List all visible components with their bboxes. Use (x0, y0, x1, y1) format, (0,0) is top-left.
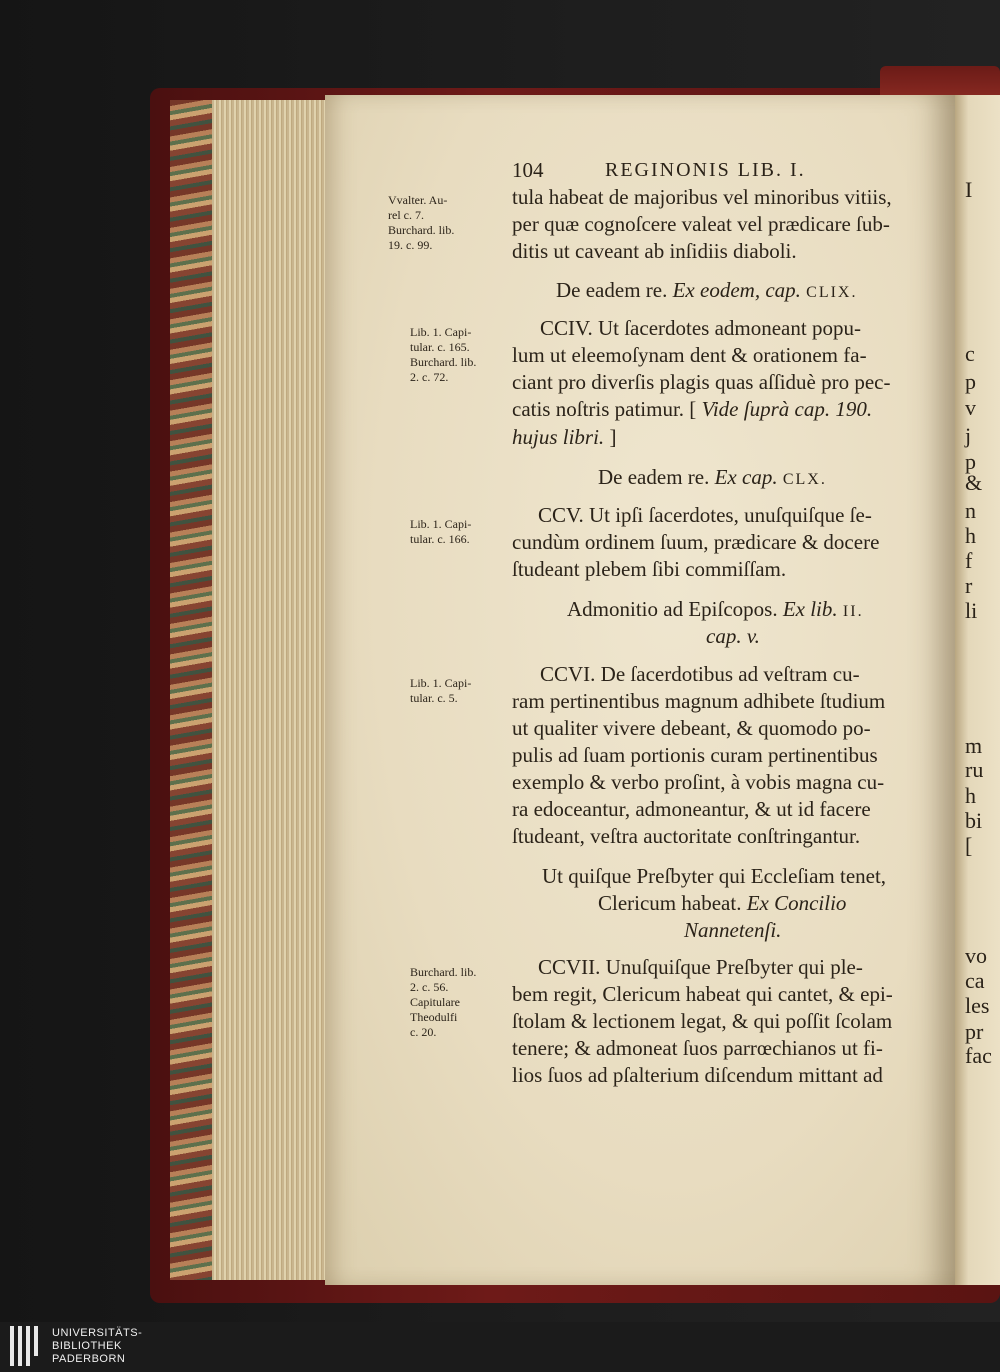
text-line: CCIV. Ut ſacerdotes admoneant popu- (540, 316, 861, 340)
page-edges (212, 100, 332, 1280)
text-line: tula habeat de majoribus vel minoribus vitiis, (512, 185, 892, 209)
heading-italic: Nannetenſi. (684, 918, 782, 942)
facing-fragment: ru (965, 757, 984, 782)
heading-number: CLIX. (806, 284, 858, 301)
facing-fragment: f (965, 548, 973, 573)
text-line: ditis ut caveant ab inſidiis diaboli. (512, 239, 797, 263)
text-run-italic: hujus libri. (512, 425, 605, 449)
text-line (512, 427, 616, 448)
facing-fragment: j (965, 423, 972, 448)
heading-roman: Clericum habeat. (598, 891, 742, 915)
facing-fragment: v (965, 395, 976, 420)
section-heading-line2 (598, 891, 846, 916)
section-heading (567, 597, 864, 622)
heading-italic: Ex eodem, cap. (672, 278, 801, 302)
heading-number: II. (842, 603, 864, 620)
facing-fragment: & (965, 470, 983, 495)
section-heading (556, 278, 857, 303)
text-line: ram pertinentibus magnum adhibete ſtudium (512, 689, 886, 713)
facing-fragment: h (965, 783, 976, 808)
text-run: catis noſtris patimur. [ (512, 397, 697, 421)
marbled-endpaper (170, 100, 212, 1280)
library-name-line: BIBLIOTHEK (52, 1340, 122, 1352)
facing-fragment: p (965, 449, 976, 474)
facing-fragment: [ (965, 833, 973, 858)
text-line: cundùm ordinem ſuum, prædicare & docere (512, 530, 880, 554)
facing-fragment: r (965, 573, 973, 598)
heading-roman: De eadem re. (556, 278, 668, 302)
margin-note: Lib. 1. Capi- tular. c. 166. (410, 517, 472, 546)
heading-roman: De eadem re. (598, 465, 710, 489)
section-heading (598, 465, 827, 490)
facing-fragment: pr (965, 1019, 984, 1044)
running-head: REGINONIS LIB. I. (605, 159, 806, 181)
heading-roman: Admonitio ad Epiſcopos. (567, 597, 778, 621)
text-line: bem regit, Clericum habeat qui cantet, & epi- (512, 982, 893, 1006)
facing-fragment: fac (965, 1043, 992, 1068)
text-line: per quæ cognoſcere valeat vel prædicare ſub- (512, 212, 890, 236)
facing-fragment: c (965, 341, 975, 366)
text-run: ] (609, 425, 617, 449)
facing-fragment: m (965, 733, 983, 758)
text-run-italic: Vide ſuprà cap. 190. (701, 397, 873, 421)
text-line: ut qualiter vivere debeant, & quomodo po- (512, 716, 871, 740)
library-footer (0, 1322, 1000, 1372)
heading-italic: Ex cap. (714, 465, 778, 489)
library-name-line: PADERBORN (52, 1353, 126, 1365)
facing-fragment: n (965, 498, 976, 523)
margin-note: Lib. 1. Capi- tular. c. 165. Burchard. lib. 2. c. 72. (410, 325, 477, 384)
text-line: lum ut eleemoſynam dent & orationem fa- (512, 343, 867, 367)
heading-italic: Ex lib. (782, 597, 838, 621)
text-line: CCVI. De ſacerdotibus ad veſtram cu- (540, 662, 860, 686)
facing-fragment: les (965, 993, 990, 1018)
margin-note: Vvalter. Au- rel c. 7. Burchard. lib. 19. c. 99. (388, 193, 455, 252)
facing-fragment: li (965, 598, 978, 623)
text-line: CCV. Ut ipſi ſacerdotes, unuſquiſque ſe- (538, 503, 872, 527)
margin-note: Lib. 1. Capi- tular. c. 5. (410, 676, 472, 705)
text-line: ſtolam & lectionem legat, & qui poſſit ſcolam (512, 1009, 893, 1033)
section-heading-line3 (684, 918, 781, 943)
text-line: ſtudeant, veſtra auctoritate conſtringantur. (512, 824, 861, 848)
facing-page (955, 95, 1000, 1285)
text-line: ciant pro diverſis plagis quas aſſiduè pro pec- (512, 370, 891, 394)
margin-note: Burchard. lib. 2. c. 56. Capitulare Theodulfi c. 20. (410, 965, 477, 1039)
heading-italic: cap. v. (706, 624, 760, 648)
facing-fragment: ca (965, 968, 985, 993)
text-line: ra edoceantur, admoneantur, & ut id facere (512, 797, 871, 821)
library-logo-icon (10, 1326, 44, 1366)
facing-fragment: vo (965, 943, 987, 968)
text-line: tenere; & admoneat ſuos parrœchianos ut fi- (512, 1036, 883, 1060)
library-name-line: UNIVERSITÄTS- (52, 1327, 143, 1339)
facing-fragment: h (965, 523, 976, 548)
text-line: lios ſuos ad pſalterium diſcendum mittant ad (512, 1063, 883, 1087)
heading-italic: Ex Concilio (746, 891, 847, 915)
facing-fragment: I (965, 177, 973, 202)
text-line: exemplo & verbo proſint, à vobis magna cu- (512, 770, 885, 794)
page-number: 104 (512, 158, 544, 182)
heading-number: CLX. (782, 471, 827, 488)
facing-fragment: p (965, 369, 976, 394)
text-line: ſtudeant plebem ſibi commiſſam. (512, 557, 787, 581)
text-line: pulis ad ſuam portionis curam pertinentibus (512, 743, 878, 767)
library-name (52, 1327, 142, 1366)
text-line (512, 399, 872, 420)
section-heading: Ut quiſque Preſbyter qui Eccleſiam tenet, (542, 864, 887, 888)
facing-fragment: bi (965, 808, 983, 833)
text-line: CCVII. Unuſquiſque Preſbyter qui ple- (538, 955, 863, 979)
section-heading-line2 (706, 624, 760, 649)
